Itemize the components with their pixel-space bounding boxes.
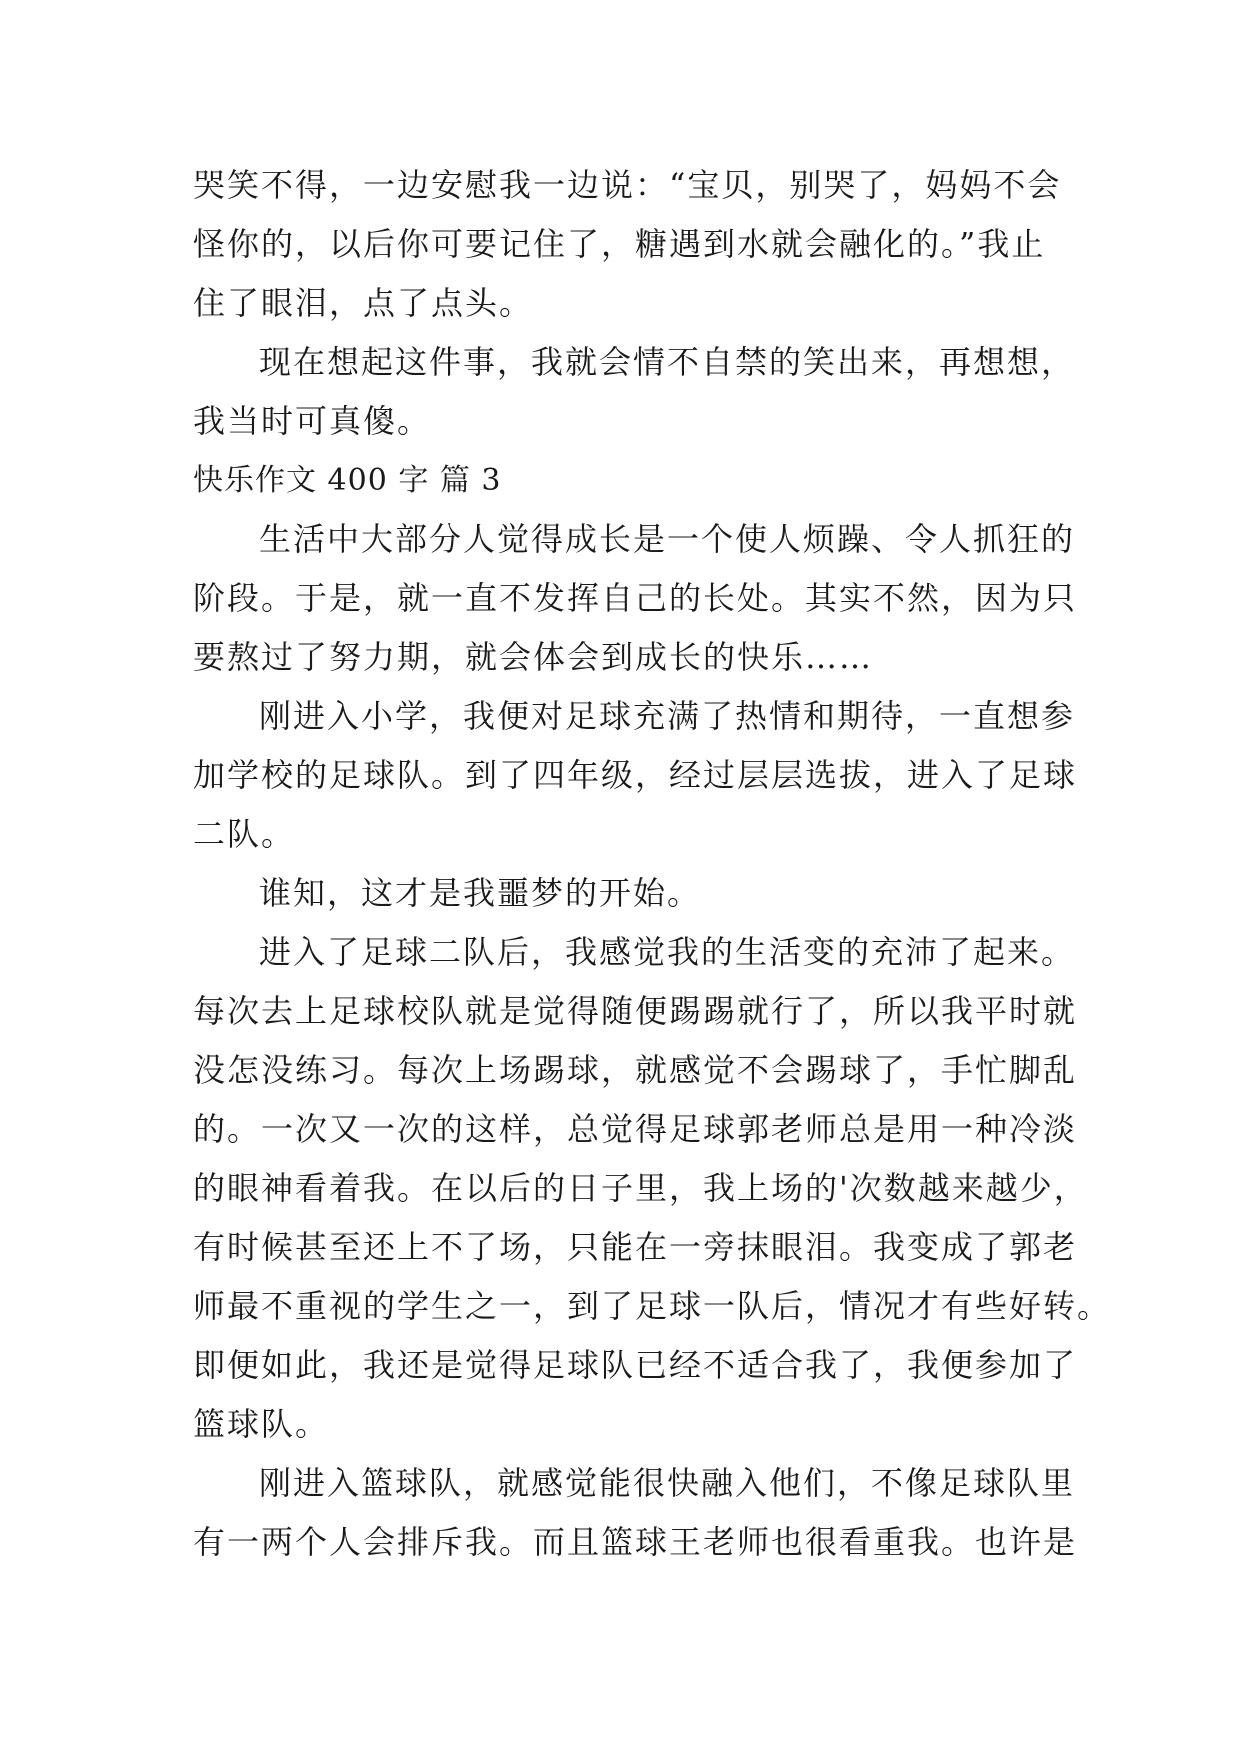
paragraph: [193, 864, 1053, 923]
text-line: 要熬过了努力期，就会体会到成长的快乐……: [193, 638, 874, 676]
text-line: 怪你的，以后你可要记住了，糖遇到水就会融化的。”我止: [193, 225, 1046, 263]
text-line: 篮球队。: [193, 1405, 330, 1443]
text-line: 我当时可真傻。: [193, 402, 432, 440]
text-line: 二队。: [193, 815, 296, 853]
text-line: 阶段。于是，就一直不发挥自己的长处。其实不然，因为只: [193, 579, 1078, 617]
text-line: 现在想起这件事，我就会情不自禁的笑出来，再想想，: [259, 343, 1076, 381]
text-line: 的眼神看着我。在以后的日子里，我上场的'次数越来越少，: [193, 1169, 1088, 1207]
document-body: [193, 156, 1112, 1572]
paragraph: [193, 156, 1062, 333]
text-line: 的。一次又一次的这样，总觉得足球郭老师总是用一种冷淡: [193, 1110, 1078, 1148]
section-title: 快乐作文 400 字 篇 3: [193, 463, 502, 498]
text-line: 加学校的足球队。到了四年级，经过层层选拔，进入了足球: [193, 756, 1078, 794]
text-line: 有时候甚至还上不了场，只能在一旁抹眼泪。我变成了郭老: [193, 1228, 1078, 1266]
text-line: 刚进入小学，我便对足球充满了热情和期待，一直想参: [259, 697, 1076, 735]
text-line: 谁知，这才是我噩梦的开始。: [259, 874, 702, 912]
text-line: 师最不重视的学生之一，到了足球一队后，情况才有些好转。: [193, 1287, 1112, 1325]
text-line: 哭笑不得，一边安慰我一边说：“宝贝，别哭了，妈妈不会: [193, 166, 1062, 204]
text-line: 没怎没练习。每次上场踢球，就感觉不会踢球了，手忙脚乱: [193, 1051, 1078, 1089]
text-line: 每次去上足球校队就是觉得随便踢踢就行了，所以我平时就: [193, 992, 1078, 1030]
paragraph: [193, 923, 1112, 1454]
paragraph: [193, 687, 1078, 864]
text-line: 住了眼泪，点了点头。: [193, 284, 534, 322]
text-line: 生活中大部分人觉得成长是一个使人烦躁、令人抓狂的: [259, 520, 1076, 558]
paragraph: [193, 333, 1076, 451]
paragraph: [193, 510, 1078, 687]
text-line: 有一两个人会排斥我。而且篮球王老师也很看重我。也许是: [193, 1523, 1078, 1561]
section-heading: [193, 451, 1053, 510]
text-line: 刚进入篮球队，就感觉能很快融入他们，不像足球队里: [259, 1464, 1076, 1502]
paragraph: [193, 1454, 1078, 1572]
text-line: 即便如此，我还是觉得足球队已经不适合我了，我便参加了: [193, 1346, 1078, 1384]
text-line: 进入了足球二队后，我感觉我的生活变的充沛了起来。: [259, 933, 1076, 971]
